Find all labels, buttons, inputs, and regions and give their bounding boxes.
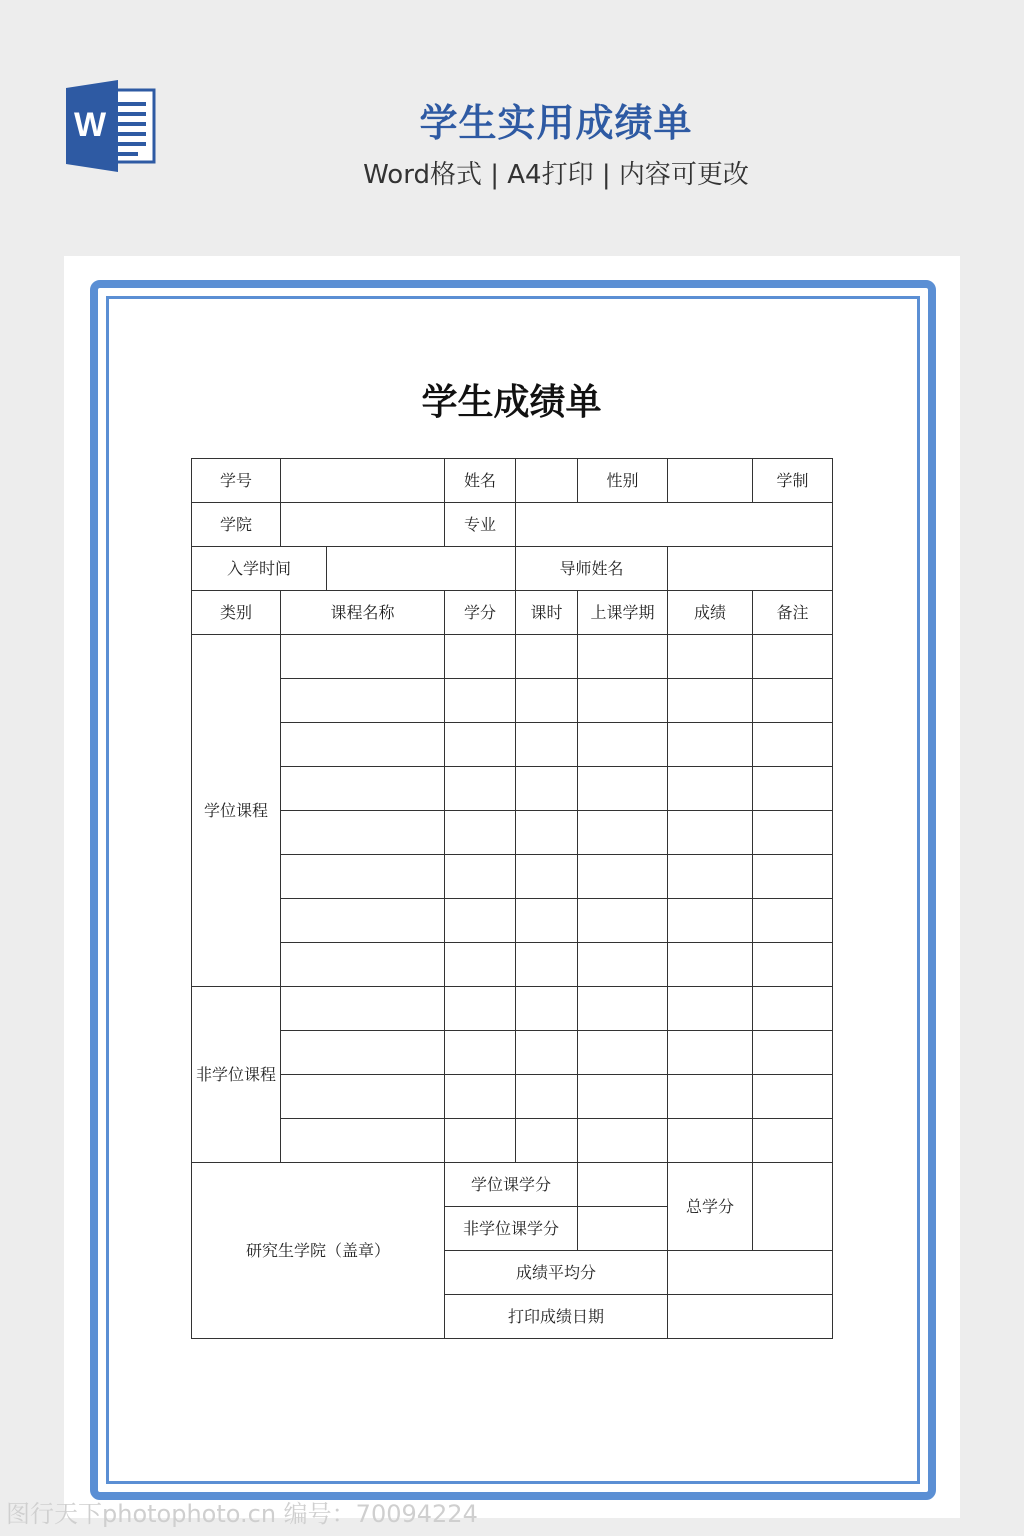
course-name-cell[interactable]: [281, 899, 445, 943]
grade-cell[interactable]: [668, 1075, 753, 1119]
course-name-cell[interactable]: [281, 855, 445, 899]
table-row: [192, 1075, 833, 1119]
field-print-date[interactable]: [668, 1295, 833, 1339]
remarks-cell[interactable]: [753, 1119, 833, 1163]
page-subtitle: Word格式 | A4打印 | 内容可更改: [363, 160, 749, 190]
hours-cell[interactable]: [516, 943, 578, 987]
credits-cell[interactable]: [445, 1119, 516, 1163]
field-enroll-time[interactable]: [327, 547, 516, 591]
table-row: [192, 635, 833, 679]
column-header-course-name: 课程名称: [281, 591, 445, 635]
credits-cell[interactable]: [445, 723, 516, 767]
remarks-cell[interactable]: [753, 767, 833, 811]
label-degree-credits: 学位课学分: [445, 1163, 578, 1207]
grade-cell[interactable]: [668, 943, 753, 987]
field-degree-credits[interactable]: [578, 1163, 668, 1207]
hours-cell[interactable]: [516, 855, 578, 899]
remarks-cell[interactable]: [753, 1075, 833, 1119]
table-row: [192, 503, 833, 547]
label-nondegree-credits: 非学位课学分: [445, 1207, 578, 1251]
hours-cell[interactable]: [516, 679, 578, 723]
column-header-semester: 上课学期: [578, 591, 668, 635]
label-major: 专业: [445, 503, 516, 547]
label-gpa: 成绩平均分: [445, 1251, 668, 1295]
table-row: [192, 1119, 833, 1163]
semester-cell[interactable]: [578, 943, 668, 987]
semester-cell[interactable]: [578, 1075, 668, 1119]
degree-course-label: 学位课程: [192, 635, 281, 987]
course-name-cell[interactable]: [281, 767, 445, 811]
field-gender[interactable]: [668, 459, 753, 503]
table-row: [192, 1163, 833, 1207]
remarks-cell[interactable]: [753, 855, 833, 899]
grade-cell[interactable]: [668, 1031, 753, 1075]
remarks-cell[interactable]: [753, 723, 833, 767]
grade-cell[interactable]: [668, 679, 753, 723]
semester-cell[interactable]: [578, 679, 668, 723]
table-row: [192, 943, 833, 987]
label-advisor: 导师姓名: [516, 547, 668, 591]
credits-cell[interactable]: [445, 943, 516, 987]
grade-cell[interactable]: [668, 855, 753, 899]
remarks-cell[interactable]: [753, 987, 833, 1031]
semester-cell[interactable]: [578, 899, 668, 943]
field-college[interactable]: [281, 503, 445, 547]
course-name-cell[interactable]: [281, 1031, 445, 1075]
label-total-credits: 总学分: [668, 1163, 753, 1251]
page-title: 学生实用成绩单: [419, 101, 693, 145]
grade-cell[interactable]: [668, 635, 753, 679]
label-program-length: 学制: [753, 459, 833, 503]
course-name-cell[interactable]: [281, 635, 445, 679]
course-name-cell[interactable]: [281, 943, 445, 987]
field-total-credits[interactable]: [753, 1163, 833, 1251]
hours-cell[interactable]: [516, 1075, 578, 1119]
table-row: [192, 679, 833, 723]
hours-cell[interactable]: [516, 899, 578, 943]
grade-table: [191, 458, 833, 1339]
word-logo-letter: W: [73, 106, 107, 144]
credits-cell[interactable]: [445, 899, 516, 943]
watermark: 图行天下photophoto.cn 编号：70094224: [6, 1500, 478, 1528]
course-name-cell[interactable]: [281, 723, 445, 767]
hours-cell[interactable]: [516, 811, 578, 855]
remarks-cell[interactable]: [753, 943, 833, 987]
table-header-row: [192, 591, 833, 635]
table-row: [192, 459, 833, 503]
label-name: 姓名: [445, 459, 516, 503]
field-student-id[interactable]: [281, 459, 445, 503]
column-header-hours: 课时: [516, 591, 578, 635]
remarks-cell[interactable]: [753, 811, 833, 855]
field-nondegree-credits[interactable]: [578, 1207, 668, 1251]
field-name[interactable]: [516, 459, 578, 503]
semester-cell[interactable]: [578, 855, 668, 899]
remarks-cell[interactable]: [753, 899, 833, 943]
remarks-cell[interactable]: [753, 1031, 833, 1075]
label-print-date: 打印成绩日期: [445, 1295, 668, 1339]
stamp-label: 研究生学院（盖章）: [192, 1163, 445, 1339]
table-row: [192, 547, 833, 591]
column-header-grade: 成绩: [668, 591, 753, 635]
semester-cell[interactable]: [578, 1031, 668, 1075]
semester-cell[interactable]: [578, 635, 668, 679]
credits-cell[interactable]: [445, 1075, 516, 1119]
table-row: [192, 1031, 833, 1075]
grade-cell[interactable]: [668, 767, 753, 811]
hours-cell[interactable]: [516, 767, 578, 811]
table-row: [192, 767, 833, 811]
table-row: [192, 811, 833, 855]
hours-cell[interactable]: [516, 987, 578, 1031]
grade-cell[interactable]: [668, 899, 753, 943]
hours-cell[interactable]: [516, 635, 578, 679]
field-gpa[interactable]: [668, 1251, 833, 1295]
course-name-cell[interactable]: [281, 987, 445, 1031]
word-icon: [64, 80, 156, 172]
label-enroll-time: 入学时间: [192, 547, 327, 591]
hours-cell[interactable]: [516, 1119, 578, 1163]
credits-cell[interactable]: [445, 767, 516, 811]
column-header-remarks: 备注: [753, 591, 833, 635]
semester-cell[interactable]: [578, 767, 668, 811]
credits-cell[interactable]: [445, 635, 516, 679]
document-title: 学生成绩单: [421, 381, 602, 423]
semester-cell[interactable]: [578, 723, 668, 767]
grade-cell[interactable]: [668, 811, 753, 855]
table-row: [192, 987, 833, 1031]
hours-cell[interactable]: [516, 1031, 578, 1075]
credits-cell[interactable]: [445, 855, 516, 899]
course-name-cell[interactable]: [281, 1075, 445, 1119]
course-name-cell[interactable]: [281, 679, 445, 723]
grade-cell[interactable]: [668, 723, 753, 767]
grade-cell[interactable]: [668, 1119, 753, 1163]
column-header-credits: 学分: [445, 591, 516, 635]
label-gender: 性别: [578, 459, 668, 503]
credits-cell[interactable]: [445, 679, 516, 723]
credits-cell[interactable]: [445, 987, 516, 1031]
course-name-cell[interactable]: [281, 1119, 445, 1163]
field-advisor[interactable]: [668, 547, 833, 591]
table-row: [192, 723, 833, 767]
grade-cell[interactable]: [668, 987, 753, 1031]
label-college: 学院: [192, 503, 281, 547]
remarks-cell[interactable]: [753, 679, 833, 723]
credits-cell[interactable]: [445, 811, 516, 855]
table-row: [192, 855, 833, 899]
field-major[interactable]: [516, 503, 833, 547]
table-row: [192, 899, 833, 943]
nondegree-course-label: 非学位课程: [192, 987, 281, 1163]
semester-cell[interactable]: [578, 811, 668, 855]
semester-cell[interactable]: [578, 1119, 668, 1163]
course-name-cell[interactable]: [281, 811, 445, 855]
credits-cell[interactable]: [445, 1031, 516, 1075]
remarks-cell[interactable]: [753, 635, 833, 679]
column-header-category: 类别: [192, 591, 281, 635]
hours-cell[interactable]: [516, 723, 578, 767]
label-student-id: 学号: [192, 459, 281, 503]
semester-cell[interactable]: [578, 987, 668, 1031]
